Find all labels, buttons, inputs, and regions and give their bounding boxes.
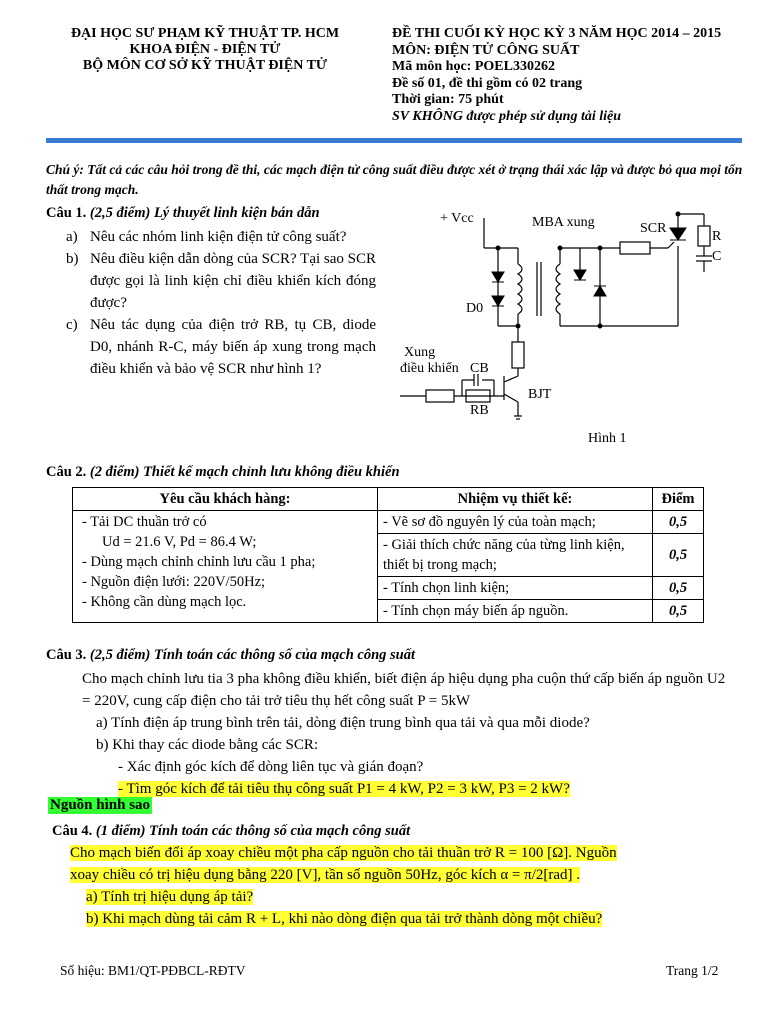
course-code: Mã môn học: POEL330262	[392, 59, 555, 74]
customer-requirements-cell: - Tải DC thuần trở có Ud = 21.6 V, Pd = 86.4 W; - Dùng mạch chỉnh chỉnh lưu cầu 1 pha; - Nguồn điện lưới: 220V/50Hz; - Không cần dùng mạch lọc.	[73, 511, 378, 623]
question-3-part-b2: - Tìm góc kích để tải tiêu thụ công suất P1 = 4 kW, P2 = 3 kW, P3 = 2 kW?	[118, 781, 570, 797]
figure-caption: Hình 1	[588, 431, 627, 446]
control-pulse-label-1: Xung	[404, 345, 436, 360]
cb-label: CB	[470, 361, 489, 376]
question-1-items	[66, 226, 376, 380]
question-4-part-a: a) Tính trị hiệu dụng áp tải?	[86, 889, 254, 905]
question-4-intro-line-1: Cho mạch biến đổi áp xoay chiều một pha cấp nguồn cho tải thuần trở R = 100 [Ω]. Nguồn	[70, 845, 617, 861]
question-2-title	[46, 462, 400, 482]
exam-number: Đề số 01, đề thi gồm có 02 trang	[392, 75, 583, 91]
header-design-tasks: Nhiệm vụ thiết kế:	[378, 488, 653, 511]
question-1-heading: (2,5 điểm) Lý thuyết linh kiện bán dẫn	[89, 205, 320, 221]
question-3-title	[46, 645, 415, 665]
control-pulse-label-2: điều khiển	[400, 361, 459, 376]
university-name: ĐẠI HỌC SƯ PHẠM KỸ THUẬT TP. HCM	[70, 26, 340, 41]
rb-label: RB	[470, 403, 489, 418]
points-cell: 0,5	[653, 577, 704, 600]
table-row	[73, 511, 704, 534]
resistor-r-label: R	[712, 229, 722, 244]
star-source-note: Nguồn hình sao	[50, 797, 151, 813]
exam-duration: Thời gian: 75 phút	[392, 92, 504, 107]
bjt-label: BJT	[528, 387, 552, 402]
task-cell: - Tính chọn linh kiện;	[378, 577, 653, 600]
institution-header	[40, 26, 370, 74]
question-4-intro-line-2: xoay chiều có trị hiệu dụng bằng 220 [V], tần số nguồn 50Hz, góc kích α = π/2[rad] .	[70, 867, 581, 883]
task-cell: - Vẽ sơ đồ nguyên lý của toàn mạch;	[378, 511, 653, 534]
question-3-number: Câu 3.	[46, 647, 87, 663]
points-cell: 0,5	[653, 534, 704, 577]
pulse-transformer-label: MBA xung	[532, 215, 595, 230]
subject-name: MÔN: ĐIỆN TỬ CÔNG SUẤT	[392, 42, 580, 58]
question-1-title	[46, 203, 320, 223]
question-3-heading: (2,5 điểm) Tính toán các thông số của mạch công suất	[89, 647, 415, 663]
task-cell: - Giải thích chức năng của từng linh kiện, thiết bị trong mạch;	[378, 534, 653, 577]
header-divider	[46, 138, 742, 143]
department-name: BỘ MÔN CƠ SỞ KỸ THUẬT ĐIỆN TỬ	[82, 58, 328, 73]
capacitor-c-label: C	[712, 249, 722, 264]
question-1-number: Câu 1.	[46, 205, 87, 221]
question-1-item-b: b) Nêu điều kiện dẫn dòng của SCR? Tại sao SCR được gọi là linh kiện chỉ điều khiển kích đóng được?	[66, 251, 376, 311]
vcc-label: + Vcc	[440, 211, 474, 226]
question-4-heading: (1 điểm) Tính toán các thông số của mạch công suất	[95, 823, 411, 839]
figure-1-circuit	[400, 204, 740, 450]
question-3-part-b1: - Xác định góc kích để dòng liên tục và gián đoạn?	[118, 759, 424, 775]
exam-info-header	[392, 26, 752, 125]
question-2-heading: (2 điểm) Thiết kế mạch chỉnh lưu không điều khiển	[89, 464, 400, 480]
header-points: Điểm	[653, 488, 704, 511]
exam-note: Chú ý: Tất cả các câu hỏi trong đề thi, các mạch điện tử công suất điều được xét ở trạng thái xác lập và được bỏ qua mọi tổn thất trong mạch.	[46, 162, 743, 197]
question-4-part-b: b) Khi mạch dùng tải cảm R + L, khi nào dòng điện qua tải trở thành dòng một chiều?	[86, 911, 603, 927]
faculty-name: KHOA ĐIỆN - ĐIỆN TỬ	[129, 42, 281, 57]
question-3-intro: Cho mạch chỉnh lưu tia 3 pha không điều khiển, biết điện áp hiệu dụng pha cuộn thứ cấp biến áp nguồn U2 = 220V, cung cấp điện cho tải trở tiêu thụ hết công suất P = 5kW	[82, 671, 726, 709]
question-4-number: Câu 4.	[52, 823, 93, 839]
question-2-number: Câu 2.	[46, 464, 87, 480]
page-number: Trang 1/2	[666, 963, 719, 978]
question-3-part-a: a) Tính điện áp trung bình trên tải, dòng điện trung bình qua tải và qua mỗi diode?	[96, 715, 590, 731]
question-1-item-a: a) Nêu các nhóm linh kiện điện tử công suất?	[66, 229, 347, 245]
document-code: Số hiệu: BM1/QT-PĐBCL-RĐTV	[60, 963, 246, 978]
points-cell: 0,5	[653, 511, 704, 534]
design-requirements-table	[72, 487, 704, 623]
question-3-body	[82, 668, 732, 800]
question-3-part-b: b) Khi thay các diode bằng các SCR:	[96, 737, 319, 753]
exam-title: ĐỀ THI CUỐI KỲ HỌC KỲ 3 NĂM HỌC 2014 – 2015	[392, 26, 722, 41]
header-customer-req: Yêu cầu khách hàng:	[73, 488, 378, 511]
question-4-title	[52, 821, 410, 841]
diode-d0-label: D0	[466, 301, 484, 316]
scr-label: SCR	[640, 221, 667, 236]
table-header-row	[73, 488, 704, 511]
points-cell: 0,5	[653, 600, 704, 623]
question-1-item-c: c) Nêu tác dụng của điện trở RB, tụ CB, diode D0, nhánh R-C, máy biến áp xung trong mạch điều khiển và bảo vệ SCR như hình 1?	[66, 317, 376, 377]
question-4-body	[70, 842, 750, 930]
exam-rule: SV KHÔNG được phép sử dụng tài liệu	[392, 108, 622, 124]
task-cell: - Tính chọn máy biến áp nguồn.	[378, 600, 653, 623]
